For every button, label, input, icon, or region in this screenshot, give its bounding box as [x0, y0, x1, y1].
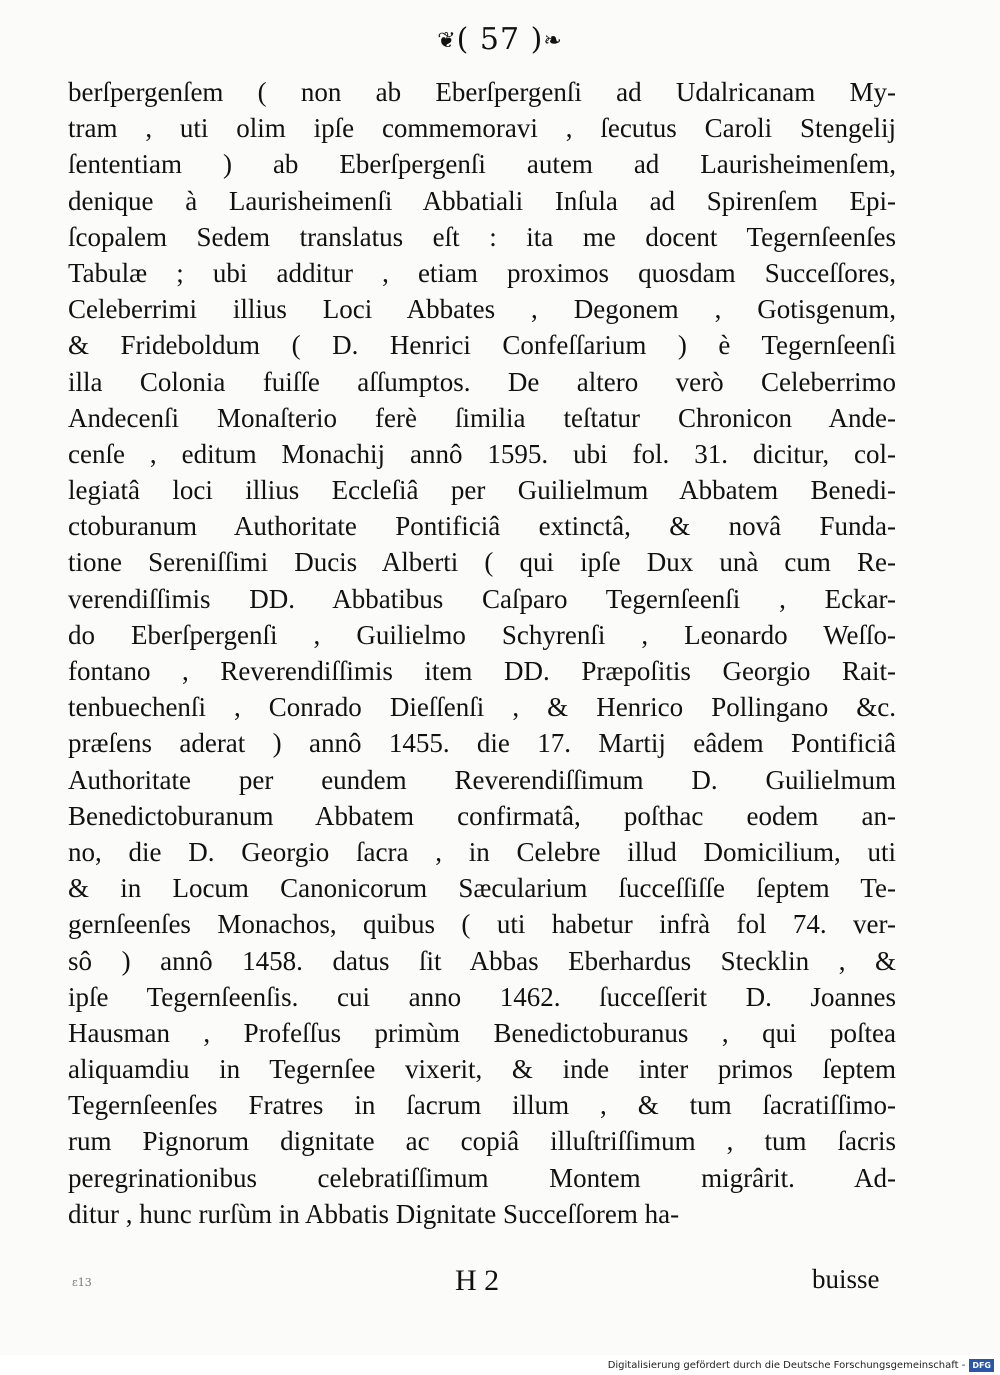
text-line: præſens aderat ) annô 1455. die 17. Martij eâdem Pontificiâ: [68, 728, 896, 759]
text-line: & Frideboldum ( D. Henrici Confeſſarium ) è Tegernſeenſi: [68, 330, 896, 361]
text-line: verendiſſimis DD. Abbatibus Caſparo Tegernſeenſi , Eckar-: [68, 583, 896, 614]
footer-text: Digitalisierung gefördert durch die Deutsche Forschungsgemeinschaft -: [607, 1360, 966, 1371]
text-line: peregrinationibus celebratiſſimum Montem migrârit. Ad-: [68, 1162, 896, 1193]
text-line: tenbuechenſi , Conrado Dieſſenſi , & Henrico Pollingano &c.: [68, 692, 896, 723]
text-line: sô ) annô 1458. datus ſit Abbas Eberhardus Stecklin , &: [68, 945, 896, 976]
text-line: legiatâ loci illius Eccleſiâ per Guilielmum Abbatem Benedi-: [68, 475, 896, 506]
text-line: ſententiam ) ab Eberſpergenſi autem ad Laurisheimenſem,: [68, 149, 896, 180]
text-line: gernſeenſes Monachos, quibus ( uti habetur infrà fol 74. ver-: [68, 909, 896, 940]
text-line: Andecenſi Monaſterio ferè ſimilia teſtatur Chronicon Ande-: [68, 402, 896, 433]
text-line: & in Locum Canonicorum Sæcularium ſucceſſiſſe ſeptem Te-: [68, 873, 896, 904]
text-line: cenſe , editum Monachij annô 1595. ubi fol. 31. dicitur, col-: [68, 438, 896, 469]
text-line: Benedictoburanum Abbatem confirmatâ, poſthac eodem an-: [68, 800, 896, 831]
text-line: denique à Laurisheimenſi Abbatiali Inſula ad Spirenſem Epi-: [68, 185, 896, 216]
dfg-logo-icon: DFG: [969, 1359, 994, 1372]
text-line: rum Pignorum dignitate ac copiâ illuſtriſſimum , tum ſacris: [68, 1126, 896, 1157]
text-line: fontano , Reverendiſſimis item DD. Præpoſitis Georgio Rait-: [68, 656, 896, 686]
right-ornament-icon: ❧: [543, 28, 563, 54]
page-number: 57: [479, 22, 521, 57]
footer: [608, 1359, 994, 1372]
page-header: ❦( 57 )❧: [437, 22, 563, 57]
text-line: no, die D. Georgio ſacra , in Celebre illud Domicilium, uti: [68, 836, 896, 867]
text-line: ipſe Tegernſeenſis. cui anno 1462. ſucceſſerit D. Joannes: [68, 981, 896, 1012]
text-line: ditur , hunc rurſùm in Abbatis Dignitate Succeſſorem ha-: [68, 1198, 680, 1229]
text-line: berſpergenſem ( non ab Eberſpergenſi ad Udalricanam My-: [68, 77, 896, 107]
left-ornament-icon: ❦: [437, 28, 457, 54]
text-line: tione Sereniſſimi Ducis Alberti ( qui ipſe Dux unà cum Re-: [68, 547, 896, 578]
text-line: ſcopalem Sedem translatus eſt : ita me docent Tegernſeenſes: [68, 221, 896, 252]
body-text: [68, 74, 896, 1232]
text-line: Hausman , Profeſſus primùm Benedictoburanus , qui poſtea: [68, 1017, 896, 1048]
text-line: Celeberrimi illius Loci Abbates , Degonem , Gotisgenum,: [68, 294, 896, 325]
catchword: buisse: [812, 1264, 880, 1294]
text-line: ctoburanum Authoritate Pontificiâ extinctâ, & novâ Funda-: [68, 511, 896, 542]
text-line: do Eberſpergenſi , Guilielmo Schyrenſi , Leonardo Weſſo-: [68, 619, 896, 650]
text-line: Authoritate per eundem Reverendiſſimum D. Guilielmum: [68, 764, 896, 795]
text-line: tram , uti olim ipſe commemoravi , ſecutus Caroli Stengelij: [68, 113, 896, 144]
signature-mark: H 2: [455, 1264, 500, 1297]
text-line: aliquamdiu in Tegernſee vixerit, & inde inter primos ſeptem: [68, 1054, 896, 1085]
text-line: Tabulæ ; ubi additur , etiam proximos quosdam Succeſſores,: [68, 257, 896, 288]
text-line: illa Colonia fuiſſe aſſumptos. De altero verò Celeberrimo: [68, 366, 896, 397]
margin-mark: ε13: [72, 1276, 92, 1289]
text-line: Tegernſeenſes Fratres in ſacrum illum , & tum ſacratiſſimo-: [68, 1090, 896, 1121]
